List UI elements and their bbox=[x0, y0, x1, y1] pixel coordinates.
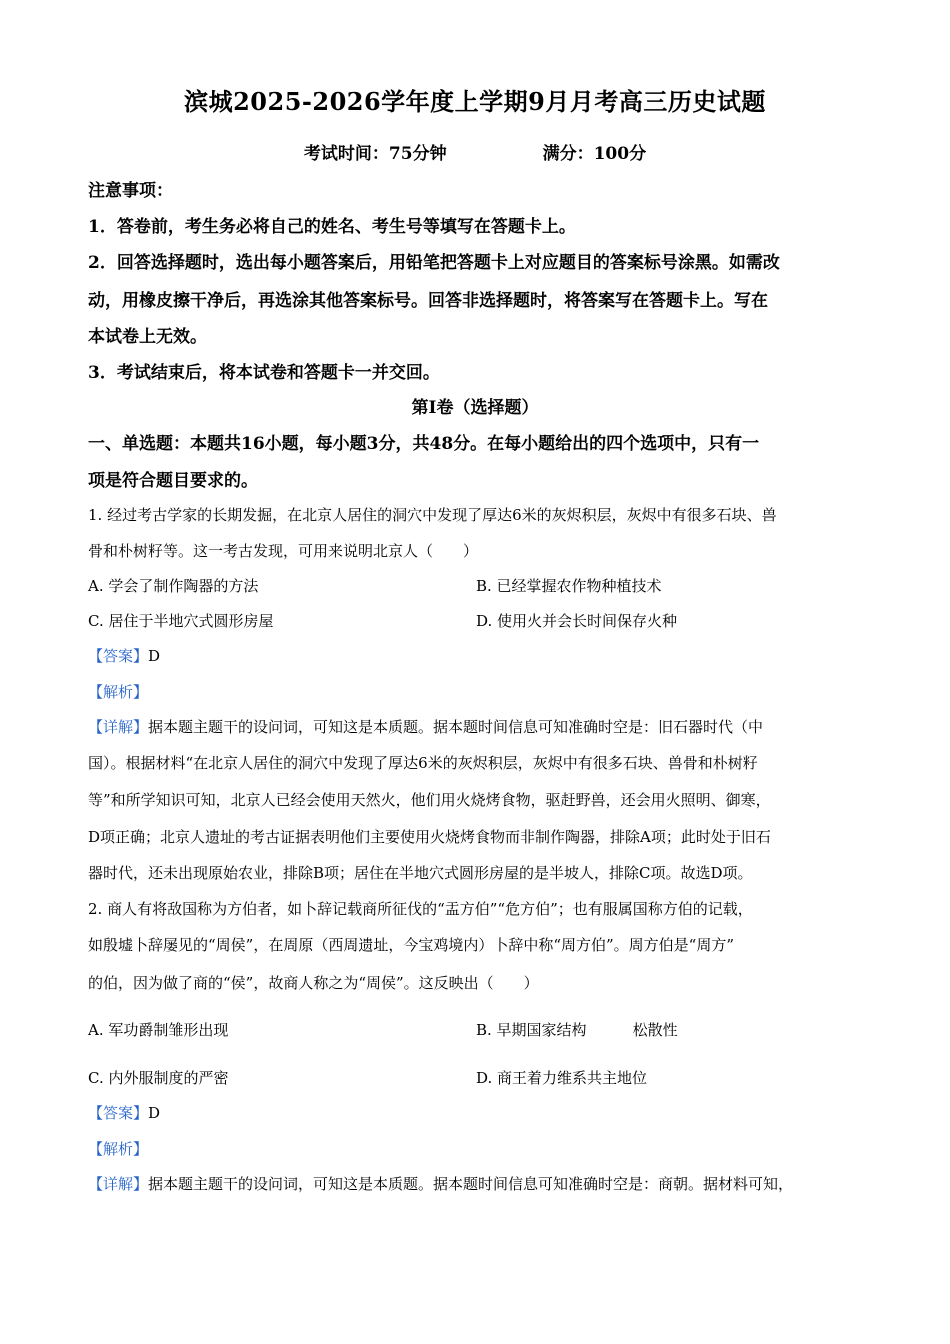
detail-tag: 【详解】 bbox=[88, 1175, 149, 1193]
answer-tag: 【答案】 bbox=[88, 647, 149, 665]
question-1-option-d: D. 使用火并会长时间保存火种 bbox=[476, 612, 678, 630]
notes-heading: 注意事项： bbox=[88, 181, 173, 201]
question-2-stem: 的伯，因为做了商的“侯”，故商人称之为“周侯”。这反映出（ ） bbox=[88, 974, 539, 992]
detail-tag: 【详解】 bbox=[88, 718, 149, 736]
section-title: 第Ⅰ卷（选择题） bbox=[411, 398, 539, 418]
note-line: 1．答卷前，考生务必将自己的姓名、考生号等填写在答题卡上。 bbox=[88, 217, 576, 237]
question-2-option-b: B. 早期国家结构 松散性 bbox=[476, 1021, 678, 1039]
question-2-option-a: A. 军功爵制雏形出现 bbox=[88, 1021, 229, 1039]
full-score: 满分：100分 bbox=[542, 144, 647, 164]
note-line: 2．回答选择题时，选出每小题答案后，用铅笔把答题卡上对应题目的答案标号涂黑。如需改 bbox=[88, 253, 780, 273]
answer-value: D bbox=[148, 1104, 161, 1122]
part-one-instructions: 项是符合题目要求的。 bbox=[88, 471, 258, 491]
note-line: 3．考试结束后，将本试卷和答题卡一并交回。 bbox=[88, 363, 440, 383]
note-line: 本试卷上无效。 bbox=[88, 327, 207, 347]
question-2-detail: 【详解】据本题主题干的设问词，可知这是本质题。据本题时间信息可知准确时空是：商朝。据材料可知， bbox=[88, 1175, 794, 1193]
page-title: 滨城2025-2026学年度上学期9月月考高三历史试题 bbox=[184, 87, 766, 116]
question-2-stem: 如殷墟卜辞屡见的“周侯”，在周原（西周遗址，今宝鸡境内）卜辞中称“周方伯”。周方伯是“周方” bbox=[88, 936, 735, 954]
question-1-option-b: B. 已经掌握农作物种植技术 bbox=[476, 577, 662, 595]
question-1-analysis-tag: 【解析】 bbox=[88, 683, 149, 701]
question-2-option-c: C. 内外服制度的严密 bbox=[88, 1069, 229, 1087]
answer-tag: 【答案】 bbox=[88, 1104, 149, 1122]
answer-value: D bbox=[148, 647, 161, 665]
question-1-detail: D项正确；北京人遗址的考古证据表明他们主要使用火烧烤食物而非制作陶器，排除A项；此时处于旧石 bbox=[88, 828, 771, 846]
note-line: 动，用橡皮擦干净后，再选涂其他答案标号。回答非选择题时，将答案写在答题卡上。写在 bbox=[88, 291, 768, 311]
question-1-stem: 骨和朴树籽等。这一考古发现，可用来说明北京人（ ） bbox=[88, 542, 479, 560]
exam-time: 考试时间：75分钟 bbox=[303, 144, 447, 164]
question-2-answer bbox=[88, 1102, 160, 1123]
question-1-option-c: C. 居住于半地穴式圆形房屋 bbox=[88, 612, 274, 630]
part-one-instructions: 一、单选题：本题共16小题，每小题3分，共48分。在每小题给出的四个选项中，只有一 bbox=[88, 434, 760, 454]
question-2-analysis-tag: 【解析】 bbox=[88, 1140, 149, 1158]
question-2-stem: 2. 商人有将敌国称为方伯者，如卜辞记载商所征伐的“盂方伯”“危方伯”；也有服属国称方伯的记载， bbox=[88, 900, 753, 918]
question-1-detail: 【详解】据本题主题干的设问词，可知这是本质题。据本题时间信息可知准确时空是：旧石器时代（中 bbox=[88, 718, 764, 736]
question-1-stem: 1. 经过考古学家的长期发掘，在北京人居住的洞穴中发现了厚达6米的灰烬积层，灰烬中有很多石块、兽 bbox=[88, 506, 777, 524]
question-2-option-d: D. 商王着力维系共主地位 bbox=[476, 1069, 648, 1087]
question-1-answer bbox=[88, 645, 160, 666]
exam-info bbox=[0, 139, 950, 164]
question-1-detail: 等”和所学知识可知，北京人已经会使用天然火，他们用火烧烤食物，驱赶野兽，还会用火照明、御寒， bbox=[88, 791, 771, 809]
question-1-option-a: A. 学会了制作陶器的方法 bbox=[88, 577, 259, 595]
question-1-detail: 器时代，还未出现原始农业，排除B项；居住在半地穴式圆形房屋的是半坡人，排除C项。故选D项。 bbox=[88, 864, 753, 882]
question-1-detail: 国）。根据材料“在北京人居住的洞穴中发现了厚达6米的灰烬积层，灰烬中有很多石块、兽骨和朴树籽 bbox=[88, 754, 758, 772]
